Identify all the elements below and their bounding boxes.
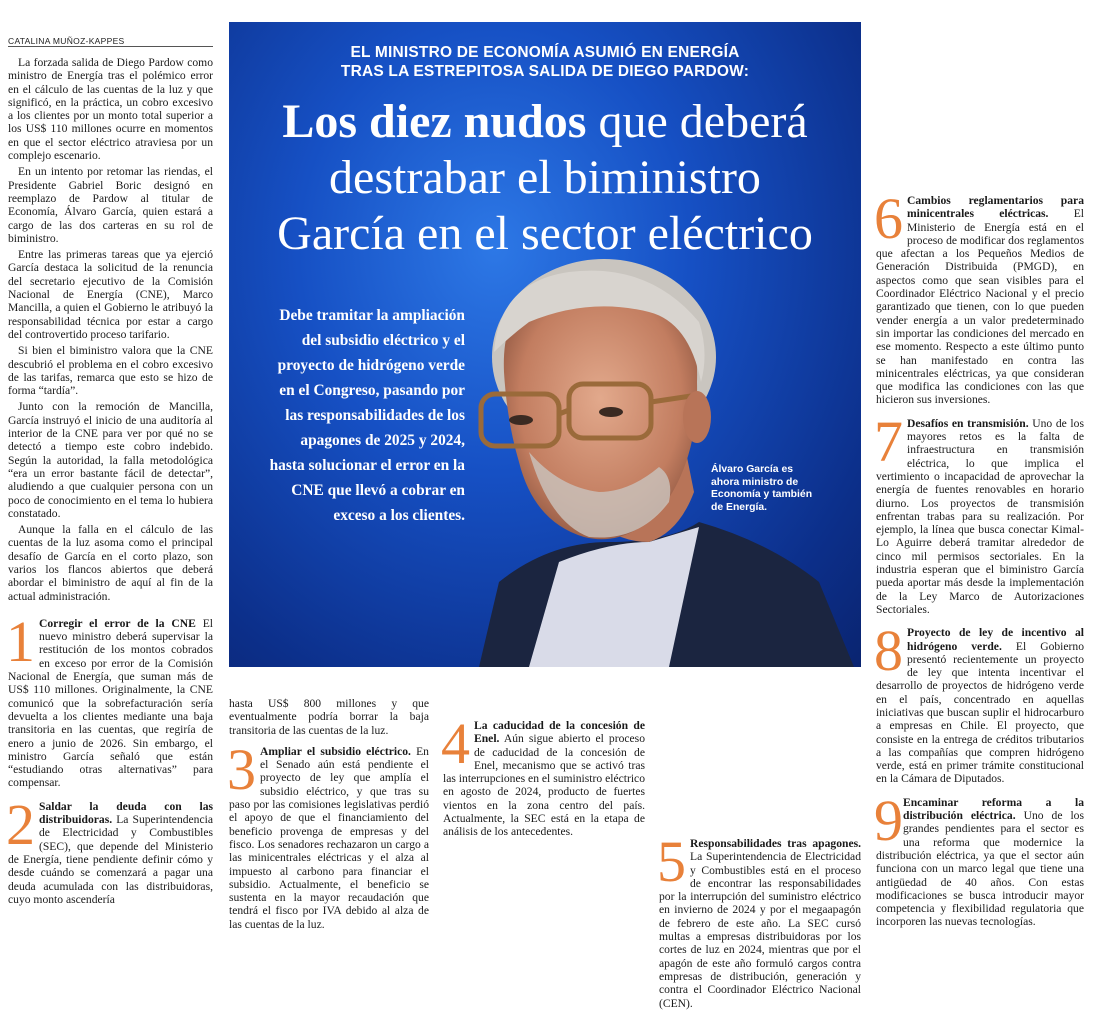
column-4 (659, 697, 861, 1016)
headline-bold: Los diez nudos (282, 95, 587, 148)
column-5 (876, 44, 1084, 935)
list-item (874, 618, 1084, 786)
item-heading: Corregir el error de la CNE (39, 616, 196, 630)
item-number: 4 (441, 711, 470, 776)
item-number: 3 (227, 736, 256, 802)
item-continuation: hasta US$ 800 millones y que eventualmente podría borrar la baja transitoria de las cuentas de la luz. (229, 697, 429, 737)
item-number: 7 (874, 408, 903, 474)
item-heading: Responsabilidades tras apagones. (690, 837, 861, 850)
item-number: 5 (657, 829, 686, 894)
item-number: 2 (6, 791, 35, 857)
deck-text: Debe tramitar la ampliación del subsidio eléctrico y el proyecto de hidrógeno verde en el Congreso, pasando por las responsabilidades de los apagones de 2025 y 2024, hasta solucionar el error en la CNE que llevó a cobrar en exceso a los clientes. (269, 307, 465, 524)
byline-divider (8, 46, 213, 47)
intro-paragraph: En un intento por retomar las riendas, el Presidente Gabriel Boric designó en reemplazo de Pardow al titular de Economía, Álvaro García, quien estará a cargo de las dos carteras en su rol de biministro. (8, 165, 213, 245)
headline (229, 94, 861, 262)
item-body: La Superintendencia de Electricidad y Combustibles (SEC), que depende del Ministerio de Energía, tiene pendiente definir cómo y desde cuándo se comenzará a pagar una deuda acumulada con las distribuidoras, cuyo monto ascendería (8, 813, 213, 906)
list-item (227, 736, 429, 931)
item-body: El nuevo ministro deberá supervisar la restitución de los montos cobrados en exceso por error de la Comisión Nacional de Energía, que suman más de US$ 110 millones. Originalmente, la CNE comunicó que la sobrefacturación sería devuelta a los clientes mediante una baja transitoria en las cuentas, que regiría de enero a junio de 2026. Sin embargo, el ministro García señaló que están “estudiando otras alternativas” para compensar. (8, 616, 213, 790)
headline-line: García en el sector eléctrico (277, 207, 813, 260)
item-body: La Superintendencia de Electricidad y Combustibles está en el proceso de encontrar las responsabilidades por la interrupción del suministro eléctrico en invierno de 2024 y por el megaapagón de febrero de este año. La SEC cursó multas a empresas distribuidoras por los cortes de luz en 2024, mientras que por el apagón de este año formuló cargos contra empresas de distribución, generación y contra el Coordinador Eléctrico Nacional (CEN). (659, 850, 861, 1010)
item-number: 9 (874, 787, 899, 853)
list-item (657, 829, 861, 1010)
intro-paragraph: Junto con la remoción de Mancilla, García instruyó el inicio de una auditoría al interior de la CNE para ver por qué no se detectó a tiempo este cobro indebido. Según la autoridad, la falla metodológica “era un error bastante fácil de detectar”, aludiendo a que cualquier persona con un poco de conocimiento en el tema lo hubiera constatado. (8, 400, 213, 520)
intro-paragraph: Aunque la falla en el cálculo de las cuentas de la luz asoma como el principal desafío de García en el corto plazo, son varios los flancos abiertos que deberá abordar el biministro de aquí al fin de la actual administración. (8, 523, 213, 603)
headline-line: destrabar el biministro (329, 151, 761, 204)
item-body: En el Senado aún está pendiente el proyecto de ley que amplía el subsidio eléctrico, y que tras su paso por las comisiones legislativas perdió el apoyo de que el financiamiento del beneficio provenga de empresas y del fisco. Los senadores rechazaron un cargo a las minicentrales eléctricas y el alza al impuesto al carbono para financiar el subsidio. Actualmente, el beneficio se sustenta en la mayor recaudación que tendrá el fisco por IVA debido al alza de las cuentas de la luz. (229, 744, 429, 931)
item-heading: Encaminar reforma a la distribución eléctrica. (903, 795, 1084, 823)
item-heading: Ampliar el subsidio eléctrico. (260, 744, 411, 758)
intro-paragraph: La forzada salida de Diego Pardow como ministro de Energía tras el polémico error en el cálculo de las cuentas de la luz y que significó, en la práctica, un cobro excesivo a los clientes por un monto total superior a los US$ 110 millones ocurre en momentos en que el sector eléctrico atraviesa por un complejo escenario. (8, 56, 213, 163)
intro-paragraph: Entre las primeras tareas que ya ejerció García destaca la solicitud de la renuncia del secretario ejecutivo de la Comisión Nacional de Energía (CNE), Marco Mancilla, a quien el Gobierno le atribuyó la responsabilidad técnica por estar a cargo del controvertido proceso tarifario. (8, 248, 213, 341)
headline-line: que deberá (586, 95, 808, 148)
item-heading: Proyecto de ley de incentivo al hidrógeno verde. (907, 626, 1084, 653)
list-item (874, 408, 1084, 616)
item-heading: La caducidad de la concesión de Enel. (474, 719, 645, 746)
item-body: El Gobierno presentó recientemente un proyecto de ley que intenta incentivar el desarrollo de proyectos de hidrógeno verde en el país, concentrado en aquellas iniciativas que buscan suplir el hidrocarburo a empresas en Chile. El proyecto, que consiste en la entrega de créditos tributarios a las compañías que compren hidrógeno verde, está en primer trámite constitucional en la Cámara de Diputados. (876, 639, 1084, 786)
item-number: 8 (874, 618, 903, 684)
intro-paragraph: Si bien el biministro valora que la CNE descubrió el problema en el cobro excesivo de las tarifas, remarca que esto se hizo de forma “tardía”. (8, 344, 213, 398)
item-body: Uno de los mayores retos es la falta de infraestructura en transmisión eléctrica, lo que implica el vertimiento o incapacidad de aprovechar la energía de fuentes renovables en horario diurno. Los proyectos de transmisión enfrentan trabas para su realización. Por ejemplo, la línea que busca conectar Kimal-Lo Aguirre deberá tramitar alrededor de cinco mil permisos sectoriales. En la industria esperan que el biministro García pueda aportar más desde la implementación de la Ley Marco de Autorizaciones Sectoriales. (876, 416, 1084, 616)
kicker-line: EL MINISTRO DE ECONOMÍA ASUMIÓ EN ENERGÍA (350, 44, 740, 61)
list-item (6, 608, 213, 790)
list-item (6, 791, 213, 906)
item-heading: Cambios reglamentarios para minicentrales eléctricas. (907, 194, 1084, 221)
item-heading: Desafíos en transmisión. (907, 416, 1029, 430)
kicker (229, 43, 861, 81)
byline: CATALINA MUÑOZ-KAPPES (8, 36, 125, 46)
list-item (874, 787, 1084, 929)
item-body: Aún sigue abierto el proceso de caducidad de la concesión de Enel, mecanismo que se activó tras las interrupciones en el suministro eléctrico en agosto de 2024, producto de fuertes vientos en la zona centro del país. Actualmente, la SEC está en la etapa de análisis de los antecedentes. (443, 732, 645, 839)
item-body: Uno de los grandes pendientes para el sector es una reforma que modernice la distribución eléctrica, ya que el sector aún funciona con un marco legal que tiene una antigüedad de 40 años. Con estas modificaciones se busca introducir mayor competencia y flexibilidad regulatoria que incorporen las nuevas tecnologías. (876, 809, 1084, 929)
item-body: El Ministerio de Energía está en el proceso de modificar dos reglamentos que afectan a los Pequeños Medios de Generación Distribuida (PMGD), en aspectos como que sean visibles para el Coordinador Eléctrico Nacional y el precio garantizado que tienen, con lo que pueden vender energía a un valor predeterminado sin importar las condiciones del mercado en ese momento. Respecto a este último punto se han manifestado en contra las minicentrales eléctricas, ya que consideran que modifica las condiciones con las que hicieron sus inversiones. (876, 207, 1084, 407)
column-2 (229, 697, 429, 937)
item-number: 1 (6, 608, 35, 674)
kicker-line: TRAS LA ESTREPITOSA SALIDA DE DIEGO PARDOW: (340, 63, 750, 80)
column-3 (443, 697, 645, 845)
list-item (874, 186, 1084, 407)
list-item (441, 711, 645, 839)
feature-photo (229, 22, 861, 667)
item-number: 6 (874, 186, 903, 251)
column-1 (8, 56, 213, 912)
item-heading: Saldar la deuda con las distribuidoras. (39, 799, 213, 827)
photo-caption: Álvaro García es ahora ministro de Economía y también de Energía. (711, 464, 813, 513)
